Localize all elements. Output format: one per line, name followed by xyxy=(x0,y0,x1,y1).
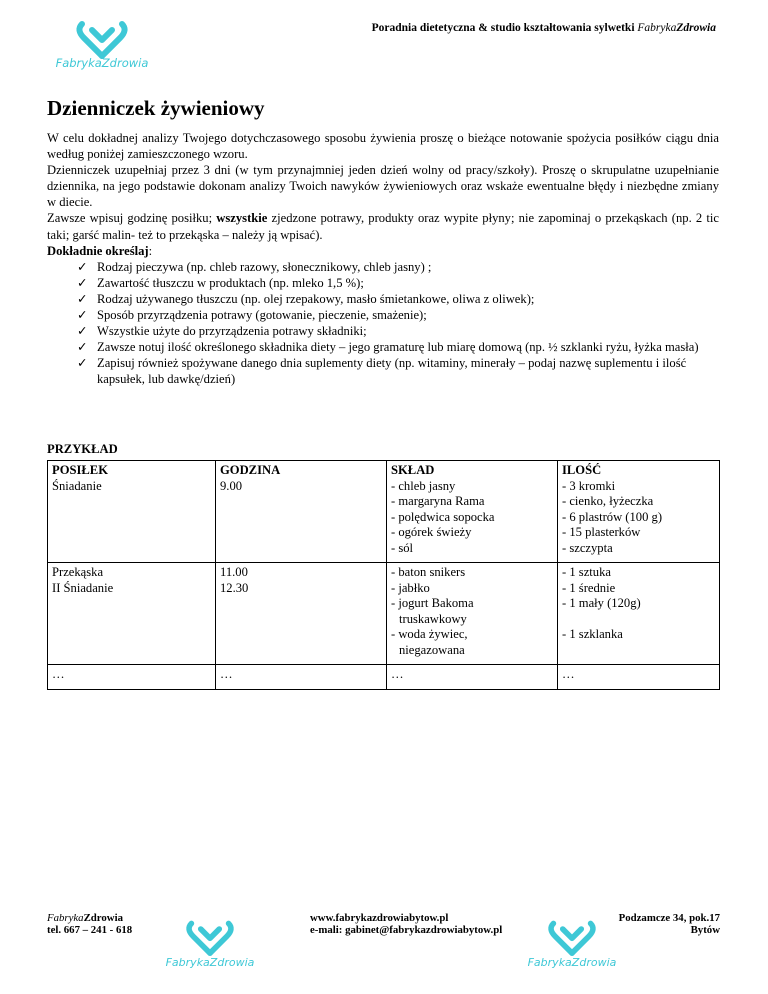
cell-line: - chleb jasny xyxy=(391,478,456,493)
cell-text: 9.00 xyxy=(220,478,243,493)
check-icon: ✓ xyxy=(77,324,88,339)
cell-line: - szczypta xyxy=(562,540,613,555)
p3-part-a: Zawsze wpisuj godzinę posiłku; xyxy=(47,211,217,226)
checklist-text: Zapisuj również spożywane danego dnia suplementy diety (np. witaminy, minerały – podaj nazwę suplementu i ilość kapsułek, lub dawkę/dzień) xyxy=(97,356,687,387)
cell-line: 12.30 xyxy=(220,580,249,595)
cell-line: - sól xyxy=(391,540,414,555)
table-cell xyxy=(558,461,720,563)
check-icon: ✓ xyxy=(77,308,88,323)
cell-line: - 1 sztuka xyxy=(562,565,611,579)
intro-body xyxy=(47,130,719,388)
table-cell xyxy=(216,461,387,563)
column-header-meal: POSIŁEK xyxy=(52,463,108,477)
checklist-text: Zawartość tłuszczu w produktach (np. mleko 1,5 %); xyxy=(97,275,364,290)
column-header-time: GODZINA xyxy=(220,463,281,477)
table-cell xyxy=(48,461,216,563)
checklist-text: Zawsze notuj ilość określonego składnika diety – jego gramaturę lub miarę domową (np. ½ szklanki ryżu, łyżka masła) xyxy=(97,340,699,355)
footer-brand-rest: Zdrowia xyxy=(83,912,123,924)
cell-spacer xyxy=(562,612,715,628)
table-cell xyxy=(387,461,558,563)
intro-paragraph-2: Dzienniczek uzupełniaj przez 3 dni (w tym przynajmniej jeden dzień wolny od pracy/szkoły). Proszę o skrupulatne uzupełnianie dziennika, na jego podstawie dokonam analizy Twoich nawyków żywieniowych oraz wskaże ewentualne błędy i niezbędne zmiany w diecie. xyxy=(47,163,719,210)
cell-line: II Śniadanie xyxy=(52,580,114,595)
specify-colon: : xyxy=(148,243,153,258)
cell-line: - jabłko xyxy=(391,580,430,595)
cell-line: - jogurt Bakoma xyxy=(391,596,474,610)
checklist-text: Wszystkie użyte do przyrządzenia potrawy składniki; xyxy=(97,324,367,339)
checklist-item xyxy=(77,355,719,387)
logo-wordmark: FabrykaZdrowia xyxy=(55,56,149,70)
footer-address-line-2: Bytów xyxy=(690,924,720,936)
checklist-item xyxy=(77,275,719,291)
header-line xyxy=(372,22,716,34)
cell-text: Śniadanie xyxy=(52,478,102,493)
table-cell: … xyxy=(558,665,720,690)
checklist-item xyxy=(77,307,719,323)
table-cell: … xyxy=(48,665,216,690)
cell-line: - woda żywiec, xyxy=(391,627,468,641)
table-row xyxy=(48,563,720,665)
column-header-ingredients: SKŁAD xyxy=(391,463,435,477)
cell-line: - polędwica sopocka xyxy=(391,509,495,524)
footer-left xyxy=(47,912,132,936)
check-icon: ✓ xyxy=(77,275,88,290)
footer-address-line-1: Podzamcze 34, pok.17 xyxy=(618,912,720,924)
specify-line xyxy=(47,243,719,259)
checklist-item xyxy=(77,339,719,355)
cell-line: - 1 szklanka xyxy=(562,627,623,641)
checklist-text: Rodzaj używanego tłuszczu (np. olej rzepakowy, masło śmietankowe, oliwa z oliwek); xyxy=(97,291,535,306)
table-cell xyxy=(558,563,720,665)
header-text: Poradnia dietetyczna & studio kształtowania sylwetki xyxy=(371,22,638,34)
table-row xyxy=(48,461,720,563)
example-label: PRZYKŁAD xyxy=(47,442,118,456)
p3-bold: wszystkie xyxy=(216,211,268,226)
checklist-text: Rodzaj pieczywa (np. chleb razowy, słonecznikowy, chleb jasny) ; xyxy=(97,259,432,274)
footer-website: www.fabrykazdrowiabytow.pl xyxy=(310,912,449,924)
check-icon: ✓ xyxy=(77,259,88,274)
checklist-item xyxy=(77,259,719,275)
cell-line: - baton snikers xyxy=(391,565,466,579)
p3-part-b: zjedzone potrawy, produkty oraz wypite płyny; nie zapominaj o przekąskach (np. 2 tic taki; garść malin- też to przekąska – należy ją wpisać). xyxy=(47,211,720,242)
example-table xyxy=(47,460,720,690)
table-row xyxy=(48,665,720,690)
footer-brand-italic: Fabryka xyxy=(47,912,84,924)
column-header-amount: ILOŚĆ xyxy=(562,463,602,477)
table-cell xyxy=(387,563,558,665)
footer-email: e-mali: gabinet@fabrykazdrowiabytow.pl xyxy=(310,924,503,936)
check-icon: ✓ xyxy=(77,291,88,306)
footer-contact xyxy=(310,912,502,936)
checklist xyxy=(47,259,719,388)
check-icon: ✓ xyxy=(77,340,88,355)
cell-line: - ogórek świeży xyxy=(391,525,472,539)
header-brand-italic: Fabryka xyxy=(637,22,677,34)
checklist-text: Sposób przyrządzenia potrawy (gotowanie, pieczenie, smażenie); xyxy=(97,308,427,323)
cell-line: - margaryna Rama xyxy=(391,494,485,508)
cell-line: - 6 plastrów (100 g) xyxy=(562,509,663,524)
footer-brand xyxy=(47,912,132,924)
cell-line: niegazowana xyxy=(399,642,465,657)
checklist-item xyxy=(77,291,719,307)
cell-line: truskawkowy xyxy=(399,611,467,626)
cell-line: - 1 średnie xyxy=(562,580,616,595)
cell-line: - cienko, łyżeczka xyxy=(562,494,654,508)
cell-line: - 15 plasterków xyxy=(562,525,641,539)
cell-line: - 3 kromki xyxy=(562,478,616,493)
table-cell xyxy=(48,563,216,665)
cell-line: - 1 mały (120g) xyxy=(562,596,641,610)
checklist-item xyxy=(77,323,719,339)
header-brand-bold: Zdrowia xyxy=(676,22,716,34)
footer-phone: tel. 667 – 241 - 618 xyxy=(47,924,133,936)
footer-logo-wordmark: FabrykaZdrowia xyxy=(527,956,617,969)
cell-line: 11.00 xyxy=(220,565,248,579)
footer-address xyxy=(619,912,720,936)
intro-paragraph-1: W celu dokładnej analizy Twojego dotychczasowego sposobu żywienia proszę o bieżące notowanie spożycia posiłków ciągu dnia według poniżej zamieszczonego wzoru. xyxy=(47,131,719,162)
intro-paragraph-3 xyxy=(47,210,719,242)
cell-line: Przekąska xyxy=(52,565,104,579)
footer-logo-wordmark: FabrykaZdrowia xyxy=(165,956,255,969)
table-cell: … xyxy=(216,665,387,690)
table-cell xyxy=(216,563,387,665)
page-title: Dzienniczek żywieniowy xyxy=(47,96,265,120)
check-icon: ✓ xyxy=(77,356,88,371)
specify-label: Dokładnie określaj xyxy=(47,243,149,258)
table-cell: … xyxy=(387,665,558,690)
